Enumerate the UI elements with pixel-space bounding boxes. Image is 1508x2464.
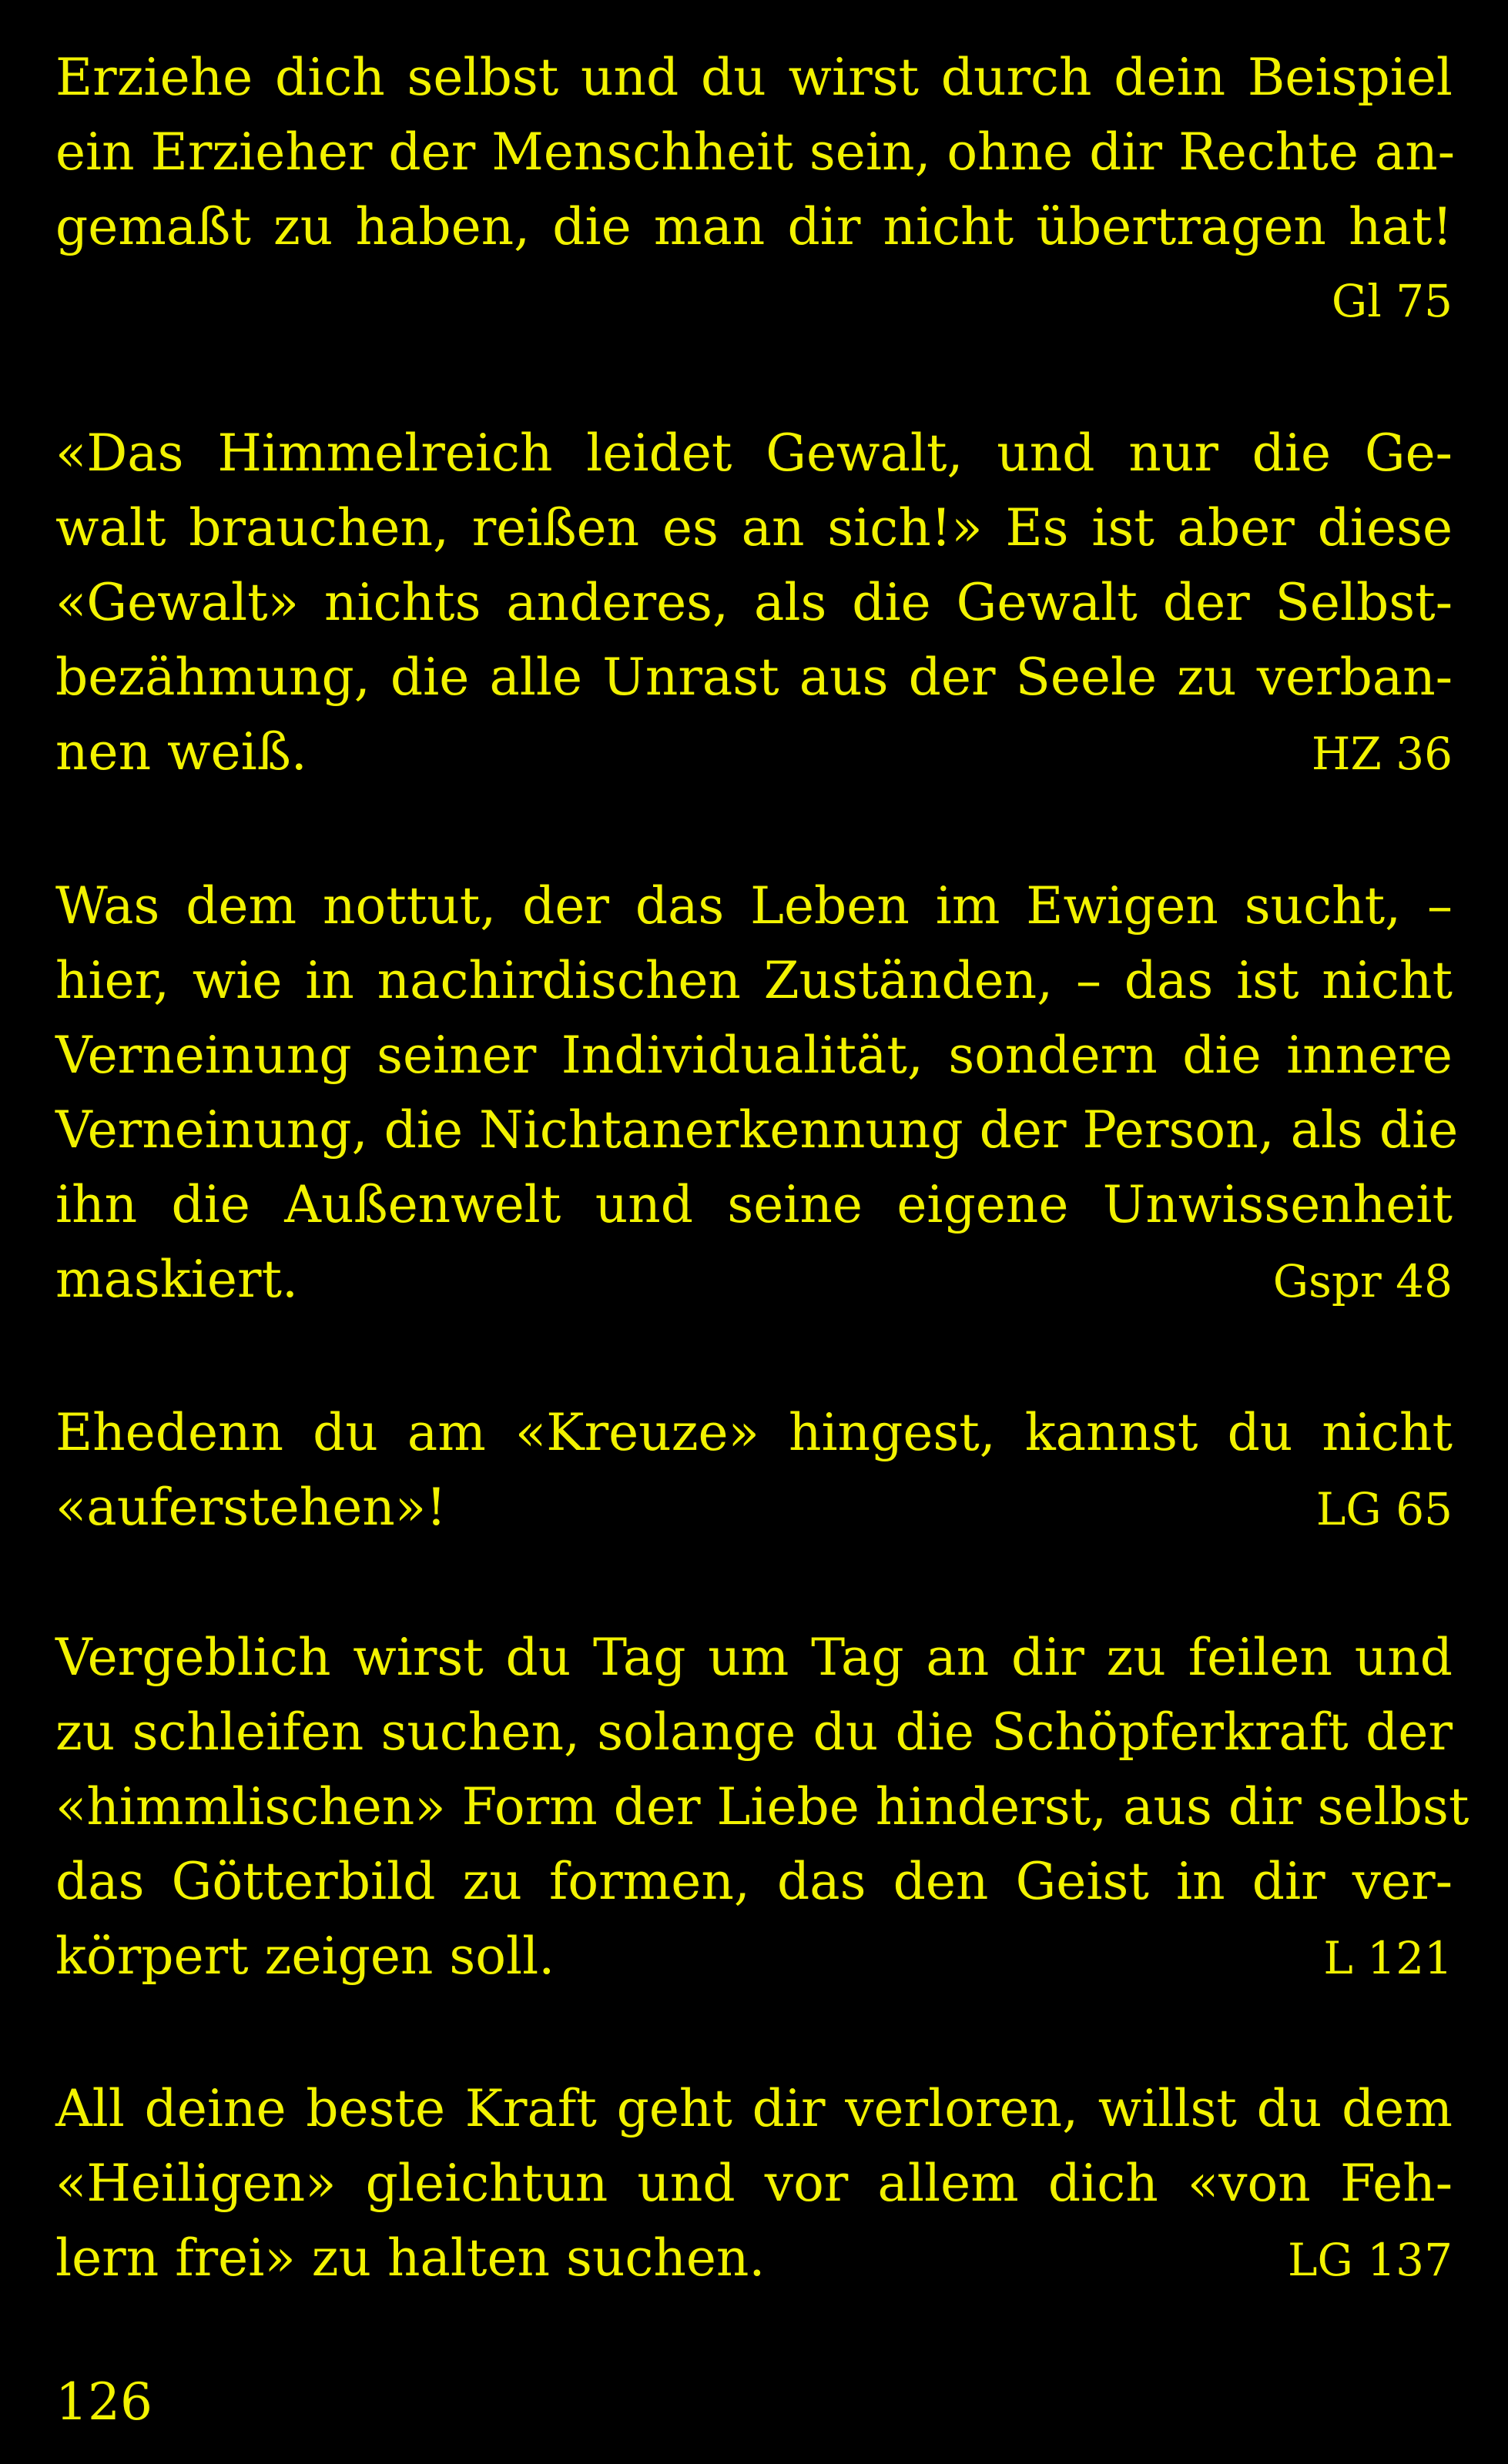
- quote-line: Ehedenn du am «Kreuze» hingest, kannst du nicht: [55, 1403, 1453, 1462]
- quote-line: das Götterbild zu formen, das den Geist in dir ver-: [55, 1852, 1453, 1911]
- quote-4: [55, 1395, 1453, 1547]
- quote-line: ihn die Außenwelt und seine eigene Unwissenheit: [55, 1175, 1453, 1234]
- quote-6: [55, 2071, 1453, 2298]
- quote-source: HZ 36: [1311, 728, 1453, 780]
- quote-line: «himmlischen» Form der Liebe hinderst, aus dir selbst: [55, 1777, 1469, 1836]
- page-number: 126: [55, 2372, 152, 2432]
- quote-2: [55, 416, 1453, 792]
- quote-line: lern frei» zu halten suchen.: [55, 2228, 766, 2288]
- quote-line: «auferstehen»!: [55, 1478, 447, 1537]
- quote-line: zu schleifen suchen, solange du die Schöpferkraft der: [55, 1702, 1453, 1762]
- quote-source: LG 137: [1288, 2234, 1453, 2286]
- quote-line: gemaßt zu haben, die man dir nicht übertragen hat!: [55, 197, 1453, 256]
- quote-line: Vergeblich wirst du Tag um Tag an dir zu feilen und: [55, 1628, 1453, 1687]
- quote-line: ein Erzieher der Menschheit sein, ohne dir Rechte an-: [55, 122, 1456, 182]
- quote-line: körpert zeigen soll.: [55, 1927, 555, 1986]
- quote-5: [55, 1620, 1469, 1996]
- quote-1: [55, 40, 1456, 339]
- quote-line: walt brauchen, reißen es an sich!» Es ist aber diese: [55, 498, 1453, 557]
- quote-line: maskiert.: [55, 1250, 299, 1309]
- quote-3: [55, 869, 1459, 1319]
- quote-source: L 121: [1323, 1932, 1453, 1984]
- quote-line: Was dem nottut, der das Leben im Ewigen sucht, –: [55, 876, 1453, 936]
- quote-line: «Gewalt» nichts anderes, als die Gewalt der Selbst-: [55, 573, 1453, 632]
- quote-source: Gspr 48: [1272, 1255, 1453, 1307]
- quote-line: nen weiß.: [55, 722, 307, 782]
- quote-line: Verneinung, die Nichtanerkennung der Person, als die: [55, 1100, 1459, 1160]
- quote-line: bezähmung, die alle Unrast aus der Seele zu verban-: [55, 648, 1453, 707]
- quote-source: Gl 75: [1331, 275, 1453, 327]
- quote-line: Verneinung seiner Individualität, sondern die innere: [55, 1026, 1453, 1085]
- quote-line: Erziehe dich selbst und du wirst durch dein Beispiel: [55, 48, 1453, 107]
- quote-line: «Das Himmelreich leidet Gewalt, und nur die Ge-: [55, 424, 1453, 483]
- quote-line: «Heiligen» gleichtun und vor allem dich «von Feh-: [55, 2154, 1453, 2213]
- quote-line: All deine beste Kraft geht dir verloren, willst du dem: [55, 2079, 1453, 2138]
- quote-line: hier, wie in nachirdischen Zuständen, – das ist nicht: [55, 951, 1453, 1010]
- quote-source: LG 65: [1315, 1483, 1453, 1535]
